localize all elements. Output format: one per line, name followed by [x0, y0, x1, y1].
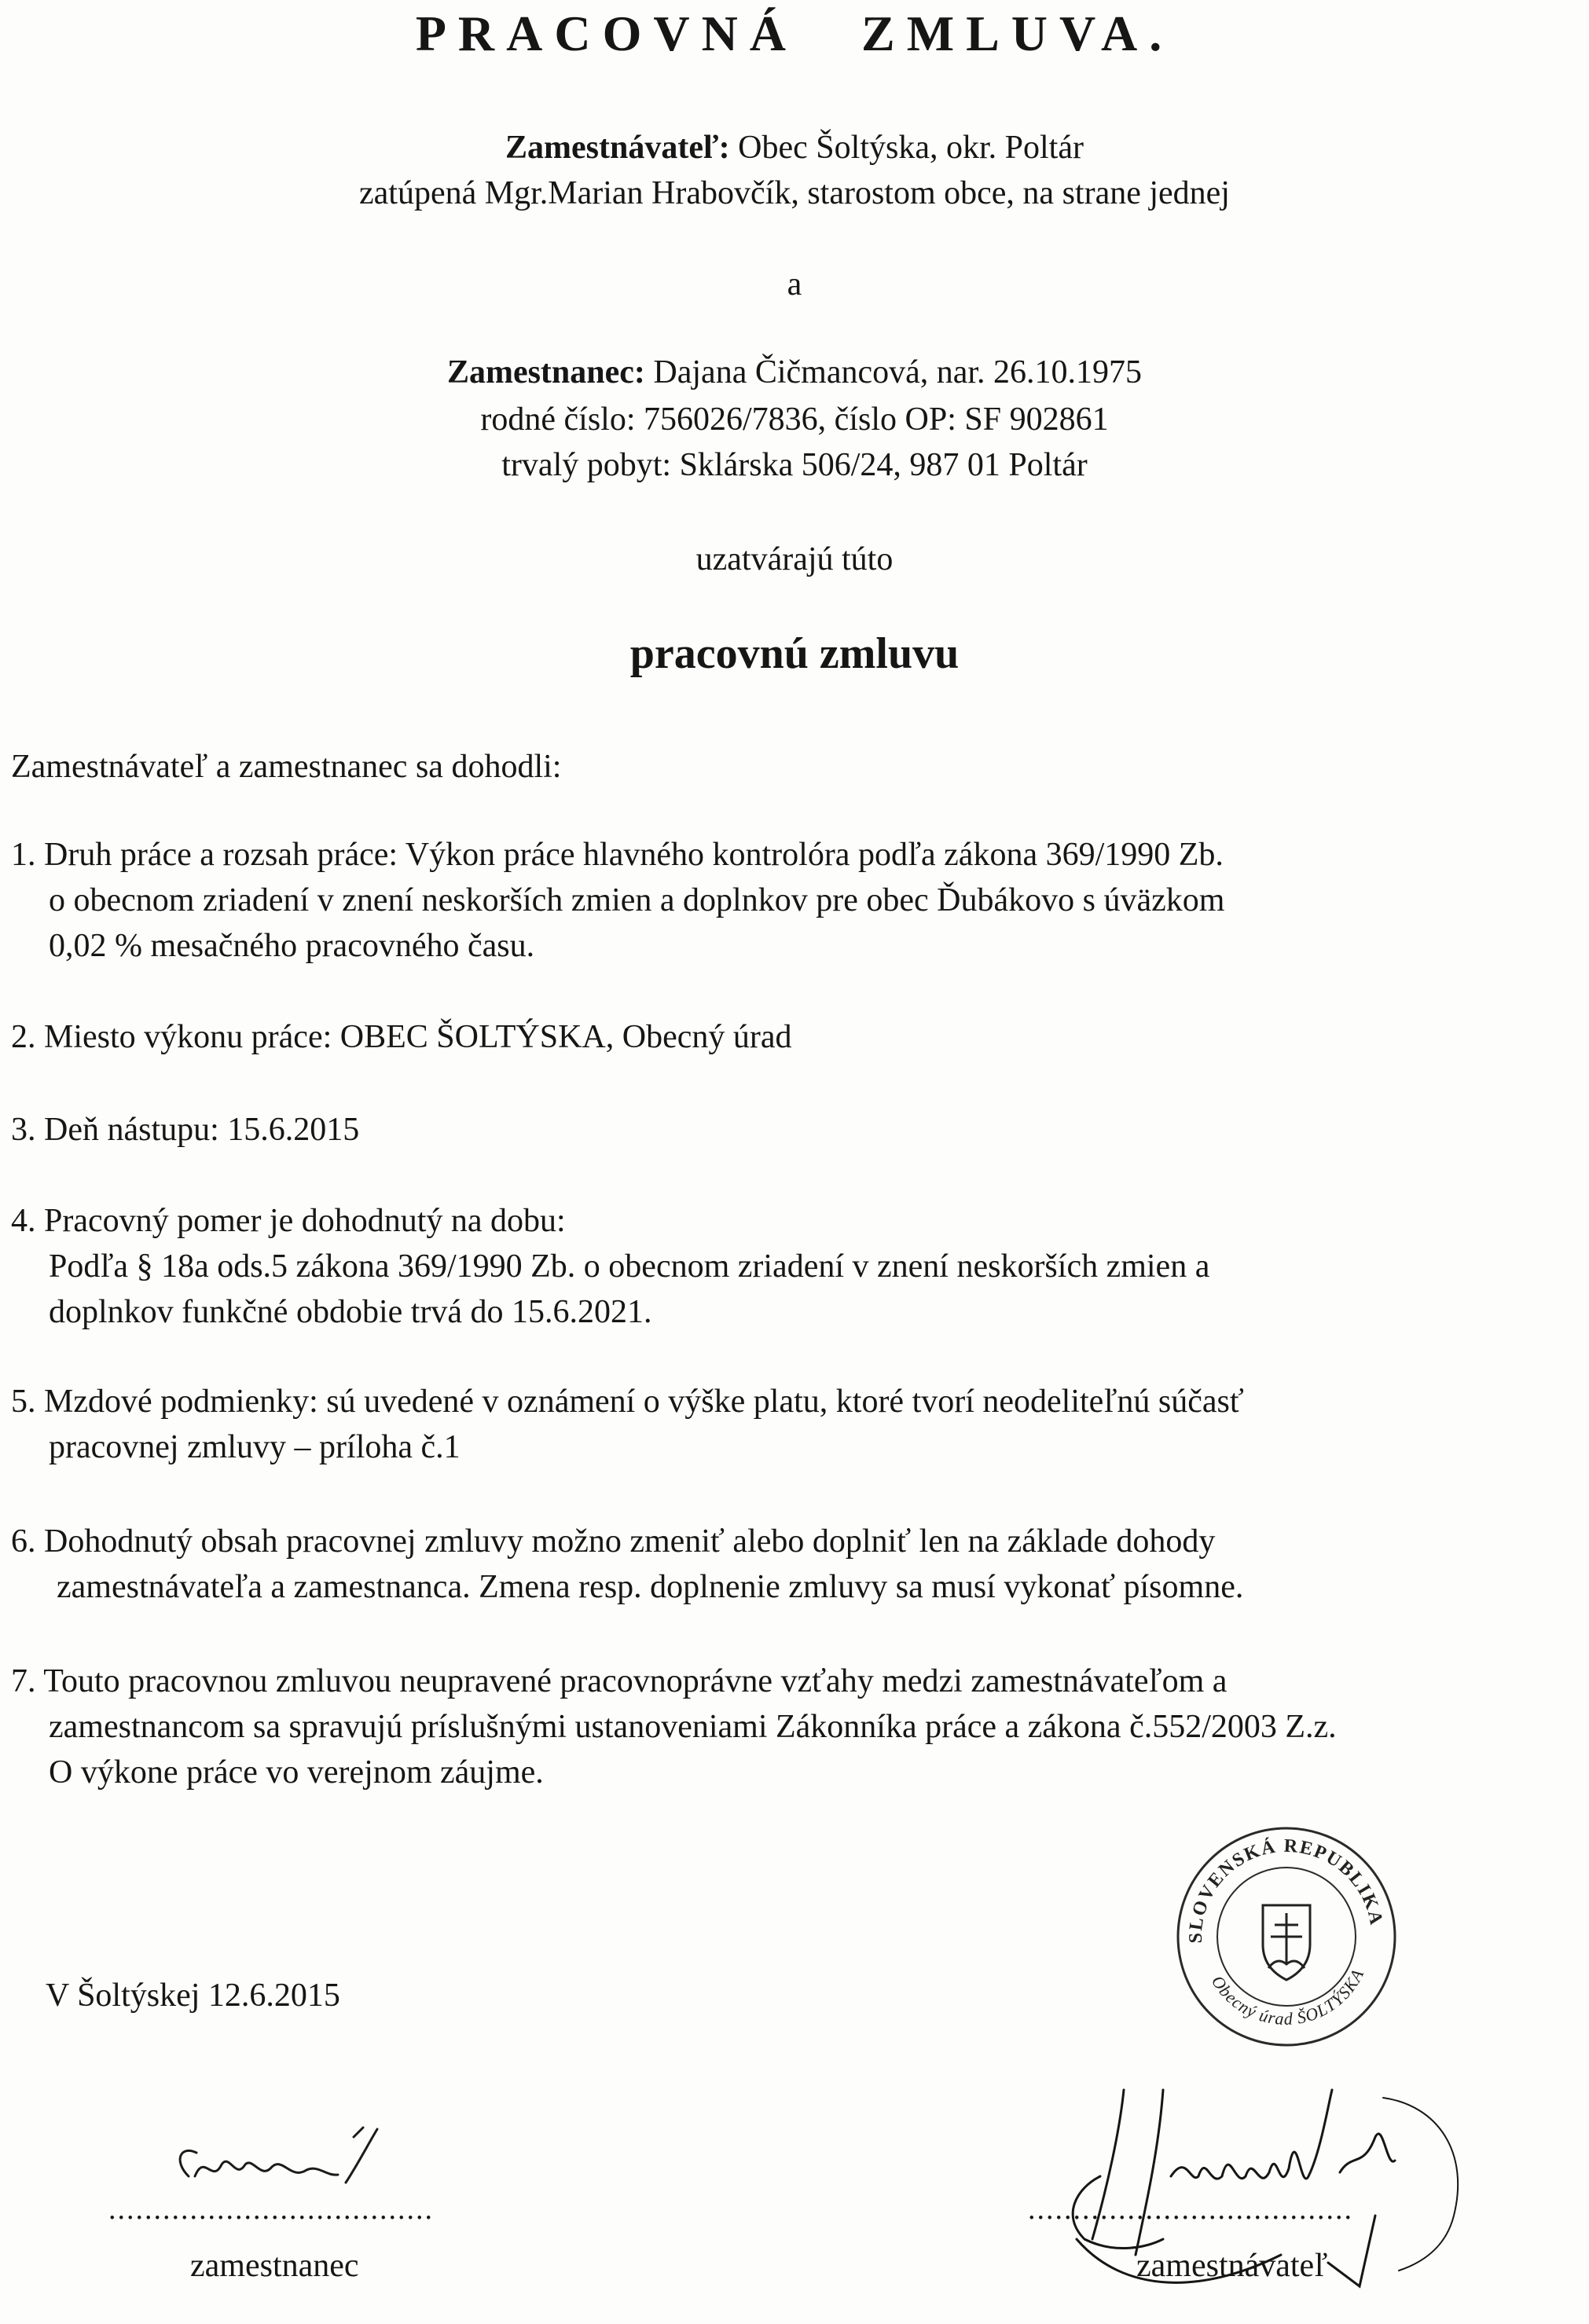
employer-representative: zatúpená Mgr.Marian Hrabovčík, starostom obce, na strane jednej	[359, 175, 1230, 211]
item-1-line-2: o obecnom zriadení v znení neskorších zmien a doplnkov pre obec Ďubákovo s úväzkom	[49, 882, 1225, 918]
employee-signature-label: zamestnanec	[190, 2248, 359, 2284]
item-4-line-2: Podľa § 18a ods.5 zákona 369/1990 Zb. o obecnom zriadení v znení neskorších zmien a	[49, 1248, 1210, 1285]
item-3-line-1: 3. Deň nástupu: 15.6.2015	[11, 1112, 360, 1148]
employer-signature-label: zamestnávateľ	[1136, 2248, 1328, 2284]
employer-line	[0, 126, 1589, 170]
item-2-line-1: 2. Miesto výkonu práce: OBEC ŠOLTÝSKA, Obecný úrad	[11, 1019, 792, 1055]
official-stamp	[1172, 1823, 1400, 2051]
item-6-line-2: zamestnávateľa a zamestnanca. Zmena resp. doplnenie zmluvy sa musí vykonať písomne.	[57, 1569, 1244, 1605]
document-subtitle: pracovnú zmluvu	[629, 629, 960, 678]
employee-value: Dajana Čičmancová, nar. 26.10.1975	[653, 354, 1143, 390]
stamp-top-text: SLOVENSKÁ REPUBLIKA	[1185, 1835, 1387, 1944]
item-1-line-1: 1. Druh práce a rozsah práce: Výkon práce hlavného kontrolóra podľa zákona 369/1990 Zb.	[11, 837, 1224, 873]
employee-address: trvalý pobyt: Sklárska 506/24, 987 01 Poltár	[501, 447, 1088, 483]
place-and-date: V Šoltýskej 12.6.2015	[46, 1978, 340, 2014]
document-title: PRACOVNÁ ZMLUVA.	[415, 5, 1174, 61]
employer-value: Obec Šoltýska, okr. Poltár	[738, 130, 1084, 166]
item-5-line-2: pracovnej zmluvy – príloha č.1	[49, 1429, 461, 1465]
item-7-line-2: zamestnancom sa spravujú príslušnými ustanoveniami Zákonníka práce a zákona č.552/2003 Z.z.	[49, 1709, 1337, 1745]
item-7-line-3: O výkone práce vo verejnom záujme.	[49, 1754, 544, 1791]
item-6-line-1: 6. Dohodnutý obsah pracovnej zmluvy možno zmeniť alebo doplniť len na základe dohody	[11, 1523, 1216, 1560]
item-1-line-3: 0,02 % mesačného pracovného času.	[49, 928, 535, 964]
coat-of-arms-icon	[1263, 1905, 1310, 1980]
employee-label: Zamestnanec:	[446, 354, 645, 390]
employee-line	[0, 350, 1589, 394]
employer-signature-line: ....................................	[1028, 2193, 1353, 2226]
item-4-line-3: doplnkov funkčné obdobie trvá do 15.6.2021.	[49, 1294, 652, 1330]
item-4-line-1: 4. Pracovný pomer je dohodnutý na dobu:	[11, 1203, 566, 1239]
stamp-bottom-text: Obecný úrad ŠOLTÝSKA	[1207, 1965, 1368, 2029]
employer-label: Zamestnávateľ:	[505, 130, 730, 166]
employee-signature-line: ....................................	[108, 2193, 434, 2226]
employee-id-line: rodné číslo: 756026/7836, číslo OP: SF 902861	[480, 401, 1109, 438]
item-5-line-1: 5. Mzdové podmienky: sú uvedené v oznámení o výške platu, ktoré tvorí neodeliteľnú súčasť	[11, 1384, 1244, 1420]
conclude-text: uzatvárajú túto	[695, 541, 894, 577]
conjunction: a	[787, 266, 802, 302]
item-7-line-1: 7. Touto pracovnou zmluvou neupravené pracovnoprávne vzťahy medzi zamestnávateľom a	[11, 1663, 1228, 1699]
agreement-intro: Zamestnávateľ a zamestnanec sa dohodli:	[11, 749, 562, 785]
